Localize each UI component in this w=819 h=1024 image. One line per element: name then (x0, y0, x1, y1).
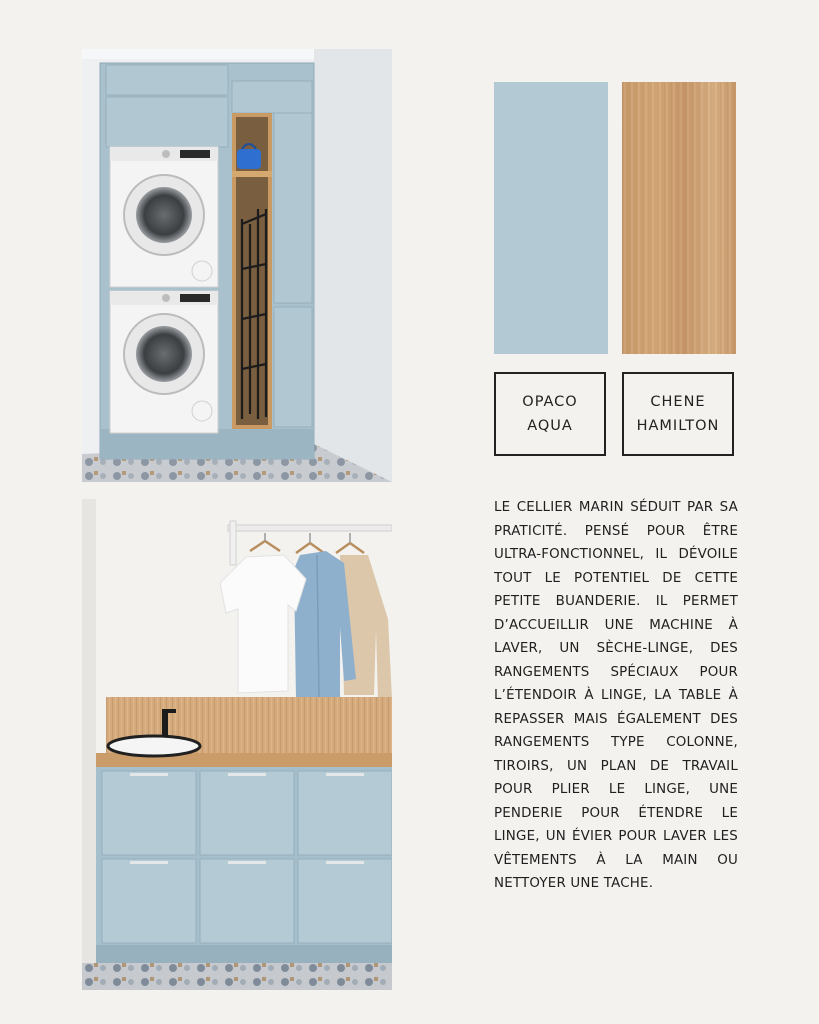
swatch-opaco-aqua (494, 82, 608, 354)
label-chene-hamilton: CHENE HAMILTON (622, 372, 734, 456)
laundry-sink-photo (82, 499, 392, 990)
swatch-chene-hamilton (622, 82, 736, 354)
description-text: LE CELLIER MARIN SÉDUIT PAR SA PRATICITÉ. PENSÉ POUR ÊTRE ULTRA-FONCTIONNEL, IL DÉVOILE TOUT LE POTENTIEL DE CETTE PETITE BUANDERIE. IL PERMET D’ACCUEILLIR UNE MACHINE À LAVER, UN SÈCHE-LINGE, DES RANGEMENTS SPÉCIAUX POUR L’ÉTENDOIR À LINGE, LA TABLE À REPASSER MAIS ÉGALEMENT DES RANGEMENTS TYPE COLONNE, TIROIRS, UN PLAN DE TRAVAIL POUR PLIER LE LINGE, UNE PENDERIE POUR ÉTENDRE LE LINGE, UN ÉVIER POUR LAVER LES VÊTEMENTS À LA MAIN OU NETTOYER UNE TACHE. (494, 500, 738, 891)
label-opaco-aqua: OPACO AQUA (494, 372, 606, 456)
laundry-column-photo (82, 49, 392, 482)
